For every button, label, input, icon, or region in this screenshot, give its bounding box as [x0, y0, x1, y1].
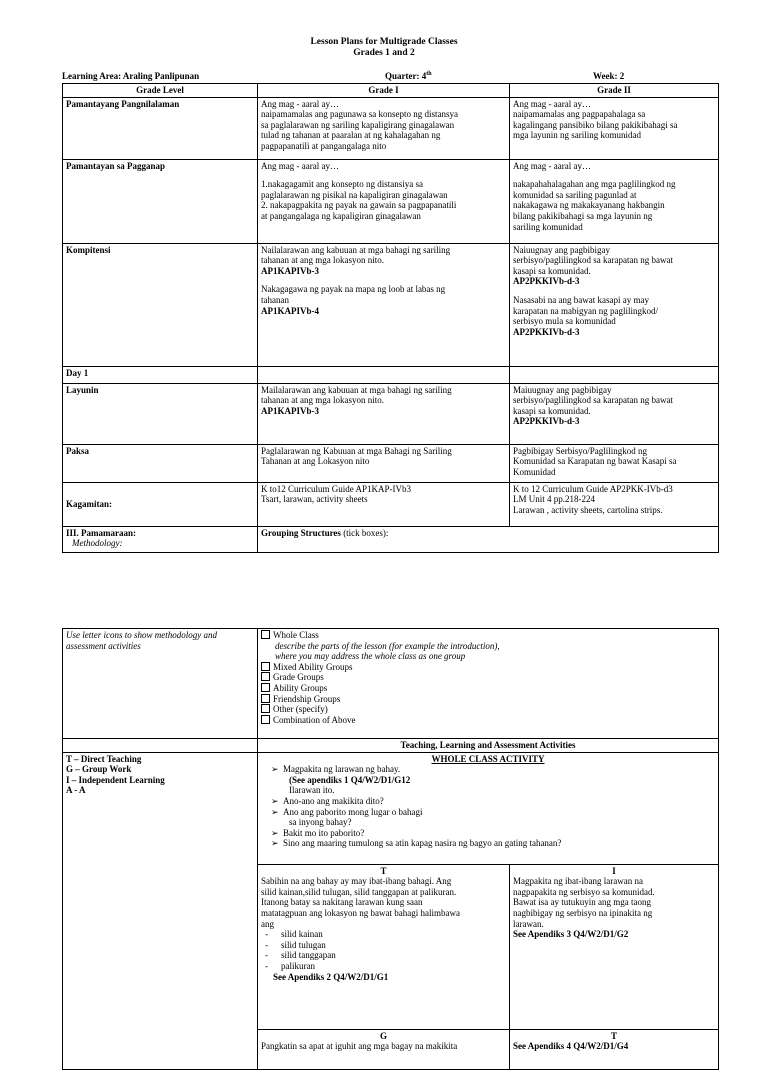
- cell-g1: Paglalarawan ng Kabuuan at mga Bahagi ng Sariling Tahanan at ang Lokasyon nito: [258, 444, 510, 482]
- doc-title: Lesson Plans for Multigrade Classes: [310, 37, 458, 47]
- col-header-grade-1: Grade I: [258, 84, 510, 98]
- cell-g1: Ang mag - aaral ay… naipamamalas ang pagunawa sa konsepto ng distansya sa paglalarawan ng sariling kapaligirang ginagalawan tulad ng tahanan at paaralan at ng kahalagahan ng pagpapanatili at pangangalaga nito: [258, 97, 510, 159]
- cell-g1: Nailalarawan ang kabuuan at mga bahagi ng sariling tahanan at ang mga lokasyon nito. AP1KAPIVb-3 Nakagagawa ng payak na mapa ng loob at labas ng tahanan AP1KAPIVb-4: [258, 243, 510, 366]
- whole-class-activity: WHOLE CLASS ACTIVITY ➢ Magpakita ng larawan ng bahay. (See apendiks 1 Q4/W2/D1/G12 Ilarawan ito. ➢ Ano-ano ang makikita dito? ➢ Ano ang paborito mong lugar o bahagi sa inyong bahay? ➢ Bakit mo ito paborito? ➢ Sino ang maaring tumulong sa atin kapag nasira ng bagyo an gating tahanan?: [258, 752, 719, 864]
- row-pamantayan-sa-pagganap: [63, 159, 719, 243]
- row-whole-class-activity: [63, 752, 719, 864]
- cell-g1: K to12 Curriculum Guide AP1KAP-IVb3 Tsart, larawan, activity sheets: [258, 482, 510, 526]
- cell-g2: T See Apendiks 4 Q4/W2/D1/G4: [510, 1029, 719, 1069]
- cell-g2: K to 12 Curriculum Guide AP2PKK-IVb-d3 LM Unit 4 pp.218-224 Larawan , activity sheets, cartolina strips.: [510, 482, 719, 526]
- methodology-instruction: Use letter icons to show methodology and assessment activities: [63, 629, 258, 739]
- row-layunin: [63, 383, 719, 444]
- row-label: Pamantayan sa Pagganap: [63, 159, 258, 243]
- row-label: III. Pamamaraan: Methodology:: [63, 526, 258, 552]
- option-combination[interactable]: Combination of Above: [261, 715, 715, 726]
- row-pamamaraan: [63, 526, 719, 552]
- activities-table: [62, 628, 719, 1070]
- option-other[interactable]: Other (specify): [261, 704, 715, 715]
- cell-g1: T Sabihin na ang bahay ay may ibat-ibang bahagi. Ang silid kainan,silid tulugan, silid tanggapan at palikuran. Itanong batay sa nakitang larawan kung saan matatagpuan ang lokasyon ng bawat bahagi halimbawa ang - silid kainan - silid tulugan - silid tanggapan - palikuran See Apendiks 2 Q4/W2/D1/G1: [258, 864, 510, 1029]
- checkbox-icon[interactable]: [261, 672, 270, 681]
- doc-subtitle: Grades 1 and 2: [353, 48, 415, 58]
- row-paksa: [63, 444, 719, 482]
- row-label: Kompitensi: [63, 243, 258, 366]
- cell-g2: Pagbibigay Serbisyo/Paglilingkod ng Komunidad sa Karapatan ng bawat Kasapi sa Komunidad: [510, 444, 719, 482]
- checkbox-icon[interactable]: [261, 630, 270, 639]
- option-grade-groups[interactable]: Grade Groups: [261, 672, 715, 683]
- competency-code: AP1KAPIVb-3: [261, 265, 319, 276]
- col-header-grade-level: Grade Level: [63, 84, 258, 98]
- row-label: Pamantayang Pangnilalaman: [63, 97, 258, 159]
- cell-g2: Ang mag - aaral ay… naipamamalas ang pagpapahalaga sa kagalingang pansibiko bilang pakikibahagi sa mga layunin ng sariling komunidad: [510, 97, 719, 159]
- cell-g1: Ang mag - aaral ay… 1.nakagagamit ang konsepto ng distansiya sa paglalarawan ng pisikal na kapaligiran ginagalawan 2. nakapagpakita ng payak na gawain sa pagpapanatili at pangangalaga ng kapaligiran ginagalawan: [258, 159, 510, 243]
- option-mixed-ability[interactable]: Mixed Ability Groups: [261, 662, 715, 673]
- header-row: [63, 84, 719, 98]
- cell-g1: Mailalarawan ang kabuuan at mga bahagi ng sariling tahanan at ang mga lokasyon nito. AP1KAPIVb-3: [258, 383, 510, 444]
- quarter: Quarter: 4th: [385, 71, 432, 81]
- option-whole-class[interactable]: Whole Class: [261, 630, 715, 641]
- competency-code: AP2PKKIVb-d-3: [513, 416, 580, 427]
- row-day: [63, 366, 719, 383]
- competency-code: AP2PKKIVb-d-3: [513, 276, 580, 287]
- row-kagamitan: [63, 482, 719, 526]
- competency-code: AP1KAPIVb-4: [261, 305, 319, 316]
- cell-g2: Ang mag - aaral ay… nakapahahalagahan ang mga paglilingkod ng komunidad sa sariling pagunlad at nakakagawa ng makakayanang hakbangin bilang pakikibahagi sa mga layunin ng sariling komunidad: [510, 159, 719, 243]
- learning-area: Learning Area: Araling Panlipunan: [62, 71, 200, 81]
- lesson-plan-table: [62, 83, 719, 553]
- cell-g2: I Magpakita ng ibat-ibang larawan na nagpapakita ng serbisyo sa komunidad. Bawat isa ay tutukuyin ang mga taong nagbibigay ng serbisyo na ipinakita ng larawan. See Apendiks 3 Q4/W2/D1/G2: [510, 864, 719, 1029]
- checkbox-icon[interactable]: [261, 662, 270, 671]
- tla-header: Teaching, Learning and Assessment Activities: [258, 739, 719, 753]
- row-label: Layunin: [63, 383, 258, 444]
- methodology-letter: T: [380, 865, 387, 876]
- cell-g1: G Pangkatin sa apat at iguhit ang mga bagay na makikita: [258, 1029, 510, 1069]
- row-tla-header: [63, 739, 719, 753]
- col-header-grade-2: Grade II: [510, 84, 719, 98]
- grouping-structures: Grouping Structures (tick boxes):: [258, 526, 719, 552]
- whole-class-activity-title: WHOLE CLASS ACTIVITY: [431, 753, 545, 764]
- arrow-bullet-icon: ➢: [271, 838, 279, 849]
- competency-code: AP1KAPIVb-3: [261, 405, 319, 416]
- option-friendship-groups[interactable]: Friendship Groups: [261, 694, 715, 705]
- methodology-letter: T: [611, 1030, 618, 1041]
- row-kompitensi: [63, 243, 719, 366]
- grouping-options: Whole Class describe the parts of the lesson (for example the introduction), where you may address the whole class as one group Mixed Ability Groups Grade Groups Ability Groups Friendship Groups Other (specify) Combination of Above: [258, 629, 719, 739]
- row-label: Kagamitan:: [63, 482, 258, 526]
- cell-g2: Maiuugnay ang pagbibigay serbisyo/paglilingkod sa karapatan ng bawat kasapi sa komunidad. AP2PKKIVb-d-3: [510, 383, 719, 444]
- checkbox-icon[interactable]: [261, 683, 270, 692]
- arrow-bullet-icon: ➢: [271, 764, 279, 775]
- row-grouping-options: [63, 629, 719, 739]
- methodology-legend: T – Direct Teaching G – Group Work I – Independent Learning A - A: [63, 752, 258, 1069]
- competency-code: AP2PKKIVb-d-3: [513, 326, 580, 337]
- week: Week: 2: [593, 71, 625, 81]
- row-label: Paksa: [63, 444, 258, 482]
- methodology-letter: G: [379, 1030, 387, 1041]
- checkbox-icon[interactable]: [261, 694, 270, 703]
- checkbox-icon[interactable]: [261, 715, 270, 724]
- cell-g2: Naiuugnay ang pagbibigay serbisyo/paglilingkod sa karapatan ng bawat kasapi sa komunidad. AP2PKKIVb-d-3 Nasasabi na ang bawat kasapi ay may karapatan na mabigyan ng paglilingkod/ serbisyo mula sa komunidad AP2PKKIVb-d-3: [510, 243, 719, 366]
- option-ability-groups[interactable]: Ability Groups: [261, 683, 715, 694]
- row-pamantayang-pangnilalaman: [63, 97, 719, 159]
- arrow-bullet-icon: ➢: [271, 796, 279, 807]
- methodology-letter: I: [612, 865, 616, 876]
- arrow-bullet-icon: ➢: [271, 827, 279, 838]
- arrow-bullet-icon: ➢: [271, 806, 279, 817]
- day-label: Day 1: [63, 366, 258, 383]
- checkbox-icon[interactable]: [261, 704, 270, 713]
